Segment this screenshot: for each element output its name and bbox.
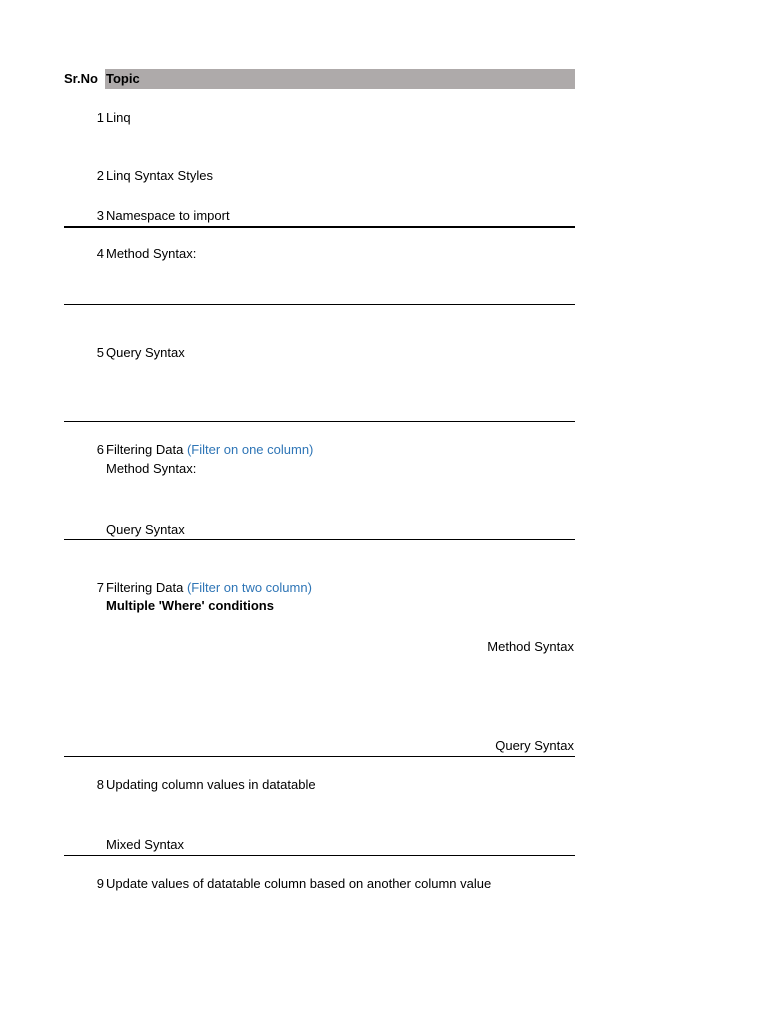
row-1-topic: Linq — [106, 110, 131, 125]
row-9-number: 9 — [96, 876, 104, 891]
row-7-sub-where: Multiple 'Where' conditions — [106, 598, 274, 613]
row-6-sub-query: Query Syntax — [106, 522, 185, 537]
row-7-topic: Filtering Data — [106, 580, 184, 595]
row-6-sub-method: Method Syntax: — [106, 461, 197, 476]
row-5-number: 5 — [96, 345, 104, 360]
row-4-border — [64, 304, 575, 305]
row-7-note: (Filter on two column) — [186, 580, 312, 595]
row-3-border — [64, 226, 575, 228]
row-6-topic-line — [106, 442, 313, 458]
row-4-number: 4 — [96, 246, 104, 261]
row-5-border — [64, 421, 575, 422]
row-7-number: 7 — [96, 580, 104, 595]
row-7-query-syntax: Query Syntax — [495, 738, 574, 753]
row-1-number: 1 — [96, 110, 104, 125]
row-7-topic-line — [106, 580, 312, 596]
row-2-number: 2 — [96, 168, 104, 183]
row-9-topic: Update values of datatable column based on another column value — [106, 876, 492, 891]
row-7-border — [64, 756, 575, 757]
row-3-topic: Namespace to import — [106, 208, 230, 223]
topic-header-fill — [105, 69, 575, 89]
header-srno: Sr.No — [64, 71, 98, 86]
row-7-method-syntax: Method Syntax — [487, 639, 574, 654]
row-2-topic: Linq Syntax Styles — [106, 168, 213, 183]
row-6-topic: Filtering Data — [106, 442, 184, 457]
row-8-topic: Updating column values in datatable — [106, 777, 316, 792]
header-topic: Topic — [106, 71, 140, 86]
row-6-number: 6 — [96, 442, 104, 457]
row-6-border — [64, 539, 575, 540]
row-8-sub-mixed: Mixed Syntax — [106, 837, 185, 852]
row-8-number: 8 — [96, 777, 104, 792]
row-8-border — [64, 855, 575, 856]
row-5-topic: Query Syntax — [106, 345, 185, 360]
row-4-topic: Method Syntax: — [106, 246, 197, 261]
row-6-note: (Filter on one column) — [186, 442, 314, 457]
row-3-number: 3 — [96, 208, 104, 223]
